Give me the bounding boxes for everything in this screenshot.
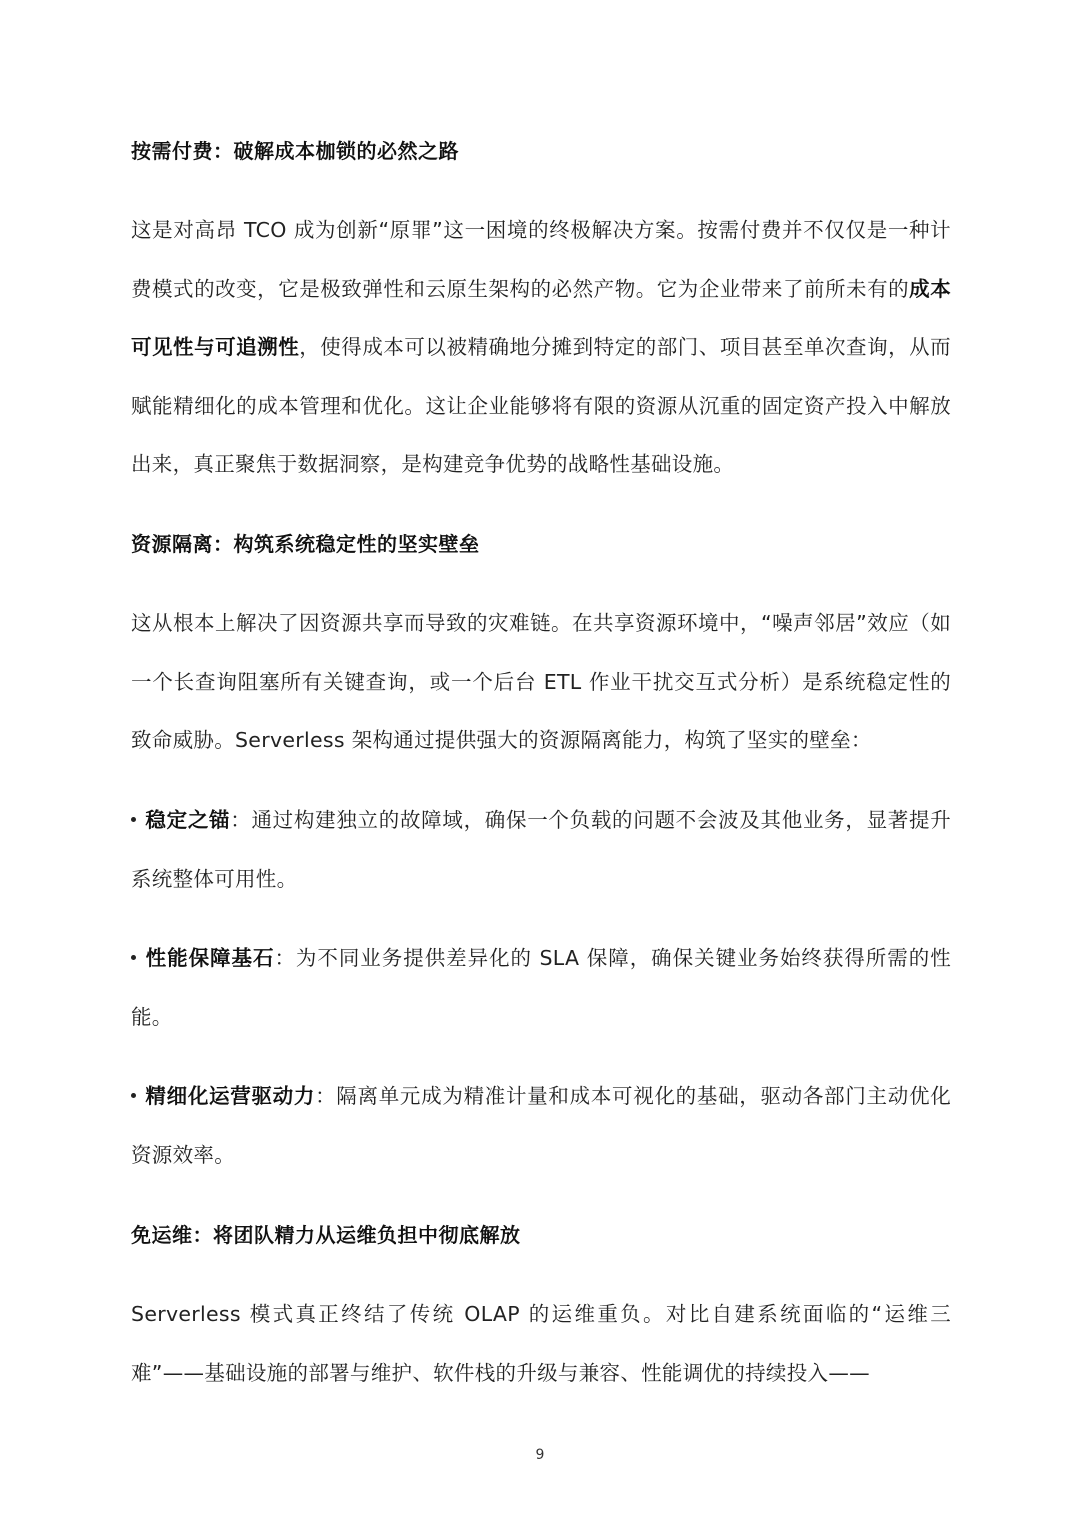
bullet-item-operations	[131, 1067, 951, 1184]
paragraph-text: 这是对高昂 TCO 成为创新“原罪”这一困境的终极解决方案。按需付费并不仅仅是一种计费模式的改变，它是极致弹性和云原生架构的必然产物。它为企业带来了前所未有的	[131, 218, 951, 301]
bullet-dot-icon	[131, 817, 136, 822]
emphasis-cost-visibility: 成本可见性与可追溯性	[131, 276, 951, 359]
page-number: 9	[535, 1447, 545, 1463]
bullet-dot-icon	[131, 955, 136, 960]
paragraph-text: ，使得成本可以被精确地分摊到特定的部门、项目甚至单次查询，从而赋能精细化的成本管理和优化。这让企业能够将有限的资源从沉重的固定资产投入中解放出来，真正聚焦于数据洞察，是构建竞争优势的战略性基础设施。	[131, 335, 951, 476]
section-heading-no-ops: 免运维：将团队精力从运维负担中彻底解放	[131, 1223, 521, 1247]
paragraph-resource-isolation: 这从根本上解决了因资源共享而导致的灾难链。在共享资源环境中，“噪声邻居”效应（如一个长查询阻塞所有关键查询，或一个后台 ETL 作业干扰交互式分析）是系统稳定性的致命威胁。Serverless 架构通过提供强大的资源隔离能力，构筑了坚实的壁垒：	[131, 611, 951, 752]
bullet-text: ：为不同业务提供差异化的 SLA 保障，确保关键业务始终获得所需的性能。	[131, 946, 951, 1029]
bullet-item-stability	[131, 791, 951, 908]
paragraph-pay-as-you-go	[131, 201, 951, 494]
bullet-item-performance	[131, 929, 951, 1046]
bullet-text: ：隔离单元成为精准计量和成本可视化的基础，驱动各部门主动优化资源效率。	[131, 1084, 951, 1167]
section-heading-pay-as-you-go: 按需付费：破解成本枷锁的必然之路	[131, 139, 459, 163]
bullet-text: ：通过构建独立的故障域，确保一个负载的问题不会波及其他业务，显著提升系统整体可用性。	[131, 808, 952, 891]
bullet-title: 性能保障基石	[145, 946, 275, 970]
section-heading-resource-isolation: 资源隔离：构筑系统稳定性的坚实壁垒	[131, 532, 480, 556]
paragraph-no-ops: Serverless 模式真正终结了传统 OLAP 的运维重负。对比自建系统面临的“运维三难”——基础设施的部署与维护、软件栈的升级与兼容、性能调优的持续投入——	[131, 1302, 951, 1385]
bullet-title: 稳定之锚	[145, 808, 231, 832]
bullet-dot-icon	[131, 1093, 136, 1098]
bullet-title: 精细化运营驱动力	[145, 1084, 316, 1108]
